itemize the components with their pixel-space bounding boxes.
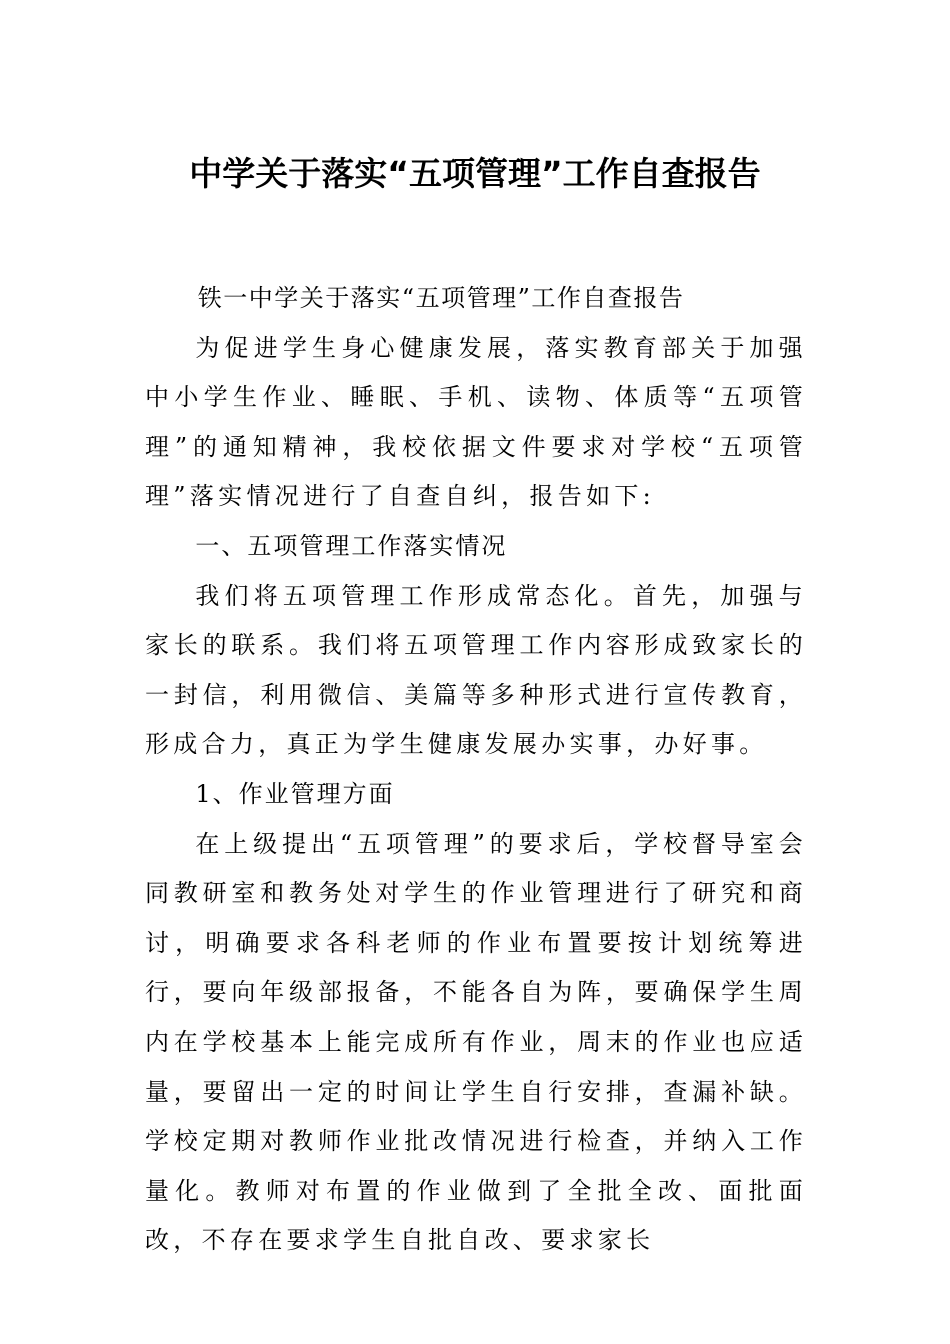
document-body (145, 274, 807, 1266)
report-subtitle: 铁一中学关于落实“五项管理”工作自查报告 (197, 284, 685, 312)
document-title: 中学关于落实“五项管理”工作自查报告 (189, 154, 761, 194)
section-heading-implementation: 一、五项管理工作落实情况 (195, 531, 508, 560)
intro-paragraph: 为促进学生身心健康发展，落实教育部关于加强中小学生作业、睡眠、手机、读物、体质等“五项管理”的通知精神，我校依据文件要求对学校“五项管理”落实情况进行了自查自纠，报告如下: (145, 333, 807, 511)
homework-paragraph: 在上级提出“五项管理”的要求后，学校督导室会同教研室和教务处对学生的作业管理进行了研究和商讨，明确要求各科老师的作业布置要按计划统筹进行，要向年级部报备，不能各自为阵，要确保学生周内在学校基本上能完成所有作业，周末的作业也应适量，要留出一定的时间让学生自行安排，查漏补缺。学校定期对教师作业批改情况进行检查，并纳入工作量化。教师对布置的作业做到了全批全改、面批面改，不存在要求学生自批自改、要求家长 (145, 829, 807, 1255)
subsection-heading-homework: 1、作业管理方面 (195, 779, 395, 808)
implementation-paragraph: 我们将五项管理工作形成常态化。首先，加强与家长的联系。我们将五项管理工作内容形成致家长的一封信，利用微信、美篇等多种形式进行宣传教育，形成合力，真正为学生健康发展办实事，办好事。 (145, 581, 807, 759)
